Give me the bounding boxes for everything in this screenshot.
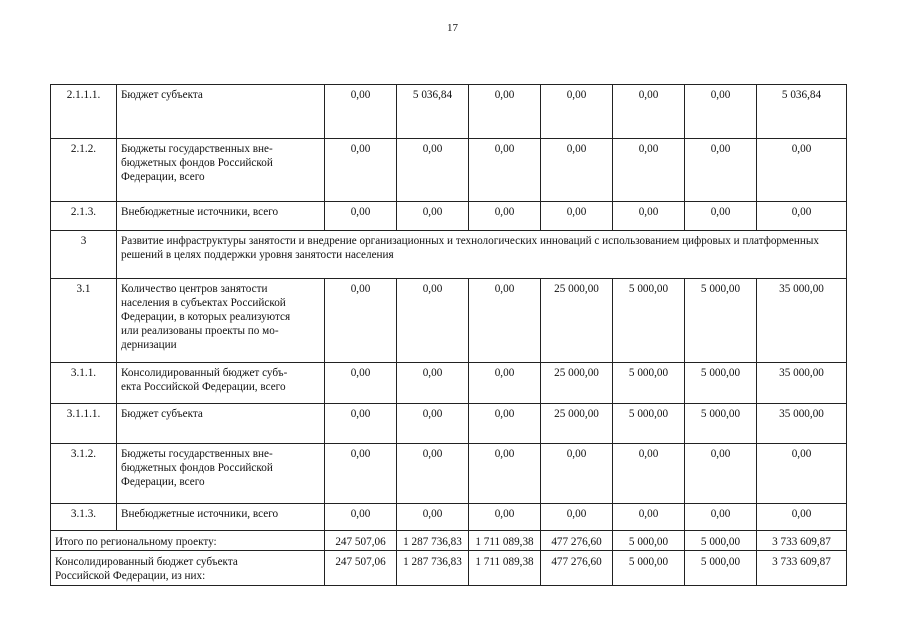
row-name: Бюджеты государственных вне- бюджетных фондов Российской Федерации, всего [117, 139, 325, 202]
table-row [51, 363, 847, 404]
value-cell: 0,00 [613, 504, 685, 531]
value-cell: 0,00 [613, 202, 685, 231]
row-number: 3.1 [51, 279, 117, 363]
value-cell: 5 036,84 [397, 85, 469, 139]
table-row [51, 504, 847, 531]
total-value-cell: 3 733 609,87 [757, 551, 847, 586]
value-cell: 5 000,00 [685, 404, 757, 444]
section-title: Развитие инфраструктуры занятости и внедрение организационных и технологических инноваций с использованием цифровых и платформенных решений в целях поддержки уровня занятости населения [117, 231, 847, 279]
value-cell: 0,00 [397, 279, 469, 363]
value-cell: 5 000,00 [685, 363, 757, 404]
total-value-cell: 5 000,00 [613, 531, 685, 551]
row-name: Внебюджетные источники, всего [117, 202, 325, 231]
value-cell: 0,00 [325, 85, 397, 139]
row-name: Бюджеты государственных вне- бюджетных фондов Российской Федерации, всего [117, 444, 325, 504]
value-cell: 0,00 [685, 202, 757, 231]
row-number: 2.1.1.1. [51, 85, 117, 139]
value-cell: 0,00 [325, 202, 397, 231]
value-cell: 35 000,00 [757, 363, 847, 404]
table-row [51, 279, 847, 363]
value-cell: 0,00 [685, 444, 757, 504]
total-value-cell: 5 000,00 [685, 531, 757, 551]
total-value-cell: 477 276,60 [541, 551, 613, 586]
value-cell: 35 000,00 [757, 404, 847, 444]
value-cell: 0,00 [541, 504, 613, 531]
value-cell: 5 000,00 [613, 404, 685, 444]
value-cell: 5 000,00 [685, 279, 757, 363]
value-cell: 0,00 [397, 139, 469, 202]
total-value-cell: 5 000,00 [685, 551, 757, 586]
value-cell: 0,00 [757, 504, 847, 531]
value-cell: 25 000,00 [541, 363, 613, 404]
total-value-cell: 1 711 089,38 [469, 551, 541, 586]
value-cell: 0,00 [325, 444, 397, 504]
row-number: 2.1.3. [51, 202, 117, 231]
value-cell: 0,00 [757, 202, 847, 231]
row-name: Консолидированный бюджет субъ- екта Российской Федерации, всего [117, 363, 325, 404]
table-row [51, 404, 847, 444]
value-cell: 25 000,00 [541, 404, 613, 444]
total-value-cell: 5 000,00 [613, 551, 685, 586]
row-name: Количество центров занятости населения в субъектах Российской Федерации, в которых реализуются или реализованы проекты по мо- дернизации [117, 279, 325, 363]
value-cell: 0,00 [325, 363, 397, 404]
value-cell: 0,00 [325, 404, 397, 444]
page-number: 17 [447, 22, 458, 34]
total-value-cell: 1 711 089,38 [469, 531, 541, 551]
row-name: Внебюджетные источники, всего [117, 504, 325, 531]
value-cell: 0,00 [541, 444, 613, 504]
table-row [51, 139, 847, 202]
value-cell: 0,00 [469, 363, 541, 404]
value-cell: 0,00 [613, 444, 685, 504]
value-cell: 0,00 [541, 85, 613, 139]
value-cell: 0,00 [397, 444, 469, 504]
value-cell: 0,00 [397, 202, 469, 231]
row-name: Бюджет субъекта [117, 85, 325, 139]
value-cell: 0,00 [325, 279, 397, 363]
total-value-cell: 3 733 609,87 [757, 531, 847, 551]
value-cell: 0,00 [541, 202, 613, 231]
total-label: Консолидированный бюджет субъекта Российской Федерации, из них: [51, 551, 325, 586]
total-value-cell: 1 287 736,83 [397, 531, 469, 551]
value-cell: 0,00 [469, 279, 541, 363]
row-number: 3.1.2. [51, 444, 117, 504]
total-label: Итого по региональному проекту: [51, 531, 325, 551]
value-cell: 0,00 [685, 504, 757, 531]
total-row [51, 531, 847, 551]
value-cell: 0,00 [469, 444, 541, 504]
value-cell: 5 000,00 [613, 279, 685, 363]
value-cell: 5 000,00 [613, 363, 685, 404]
value-cell: 0,00 [613, 85, 685, 139]
value-cell: 0,00 [469, 504, 541, 531]
value-cell: 0,00 [469, 85, 541, 139]
row-number: 3 [51, 231, 117, 279]
value-cell: 0,00 [757, 139, 847, 202]
row-name: Бюджет субъекта [117, 404, 325, 444]
total-value-cell: 247 507,06 [325, 531, 397, 551]
row-number: 3.1.1. [51, 363, 117, 404]
value-cell: 0,00 [325, 504, 397, 531]
value-cell: 5 036,84 [757, 85, 847, 139]
row-number: 3.1.1.1. [51, 404, 117, 444]
value-cell: 0,00 [469, 139, 541, 202]
value-cell: 0,00 [469, 404, 541, 444]
value-cell: 35 000,00 [757, 279, 847, 363]
value-cell: 0,00 [757, 444, 847, 504]
value-cell: 0,00 [541, 139, 613, 202]
table-body [51, 85, 847, 586]
total-value-cell: 1 287 736,83 [397, 551, 469, 586]
value-cell: 0,00 [397, 363, 469, 404]
table-row [51, 231, 847, 279]
value-cell: 0,00 [685, 85, 757, 139]
total-row [51, 551, 847, 586]
table-row [51, 202, 847, 231]
value-cell: 25 000,00 [541, 279, 613, 363]
value-cell: 0,00 [685, 139, 757, 202]
row-number: 2.1.2. [51, 139, 117, 202]
row-number: 3.1.3. [51, 504, 117, 531]
value-cell: 0,00 [325, 139, 397, 202]
total-value-cell: 477 276,60 [541, 531, 613, 551]
value-cell: 0,00 [397, 504, 469, 531]
budget-table [50, 84, 847, 586]
total-value-cell: 247 507,06 [325, 551, 397, 586]
value-cell: 0,00 [613, 139, 685, 202]
table-row [51, 444, 847, 504]
value-cell: 0,00 [469, 202, 541, 231]
value-cell: 0,00 [397, 404, 469, 444]
table-row [51, 85, 847, 139]
